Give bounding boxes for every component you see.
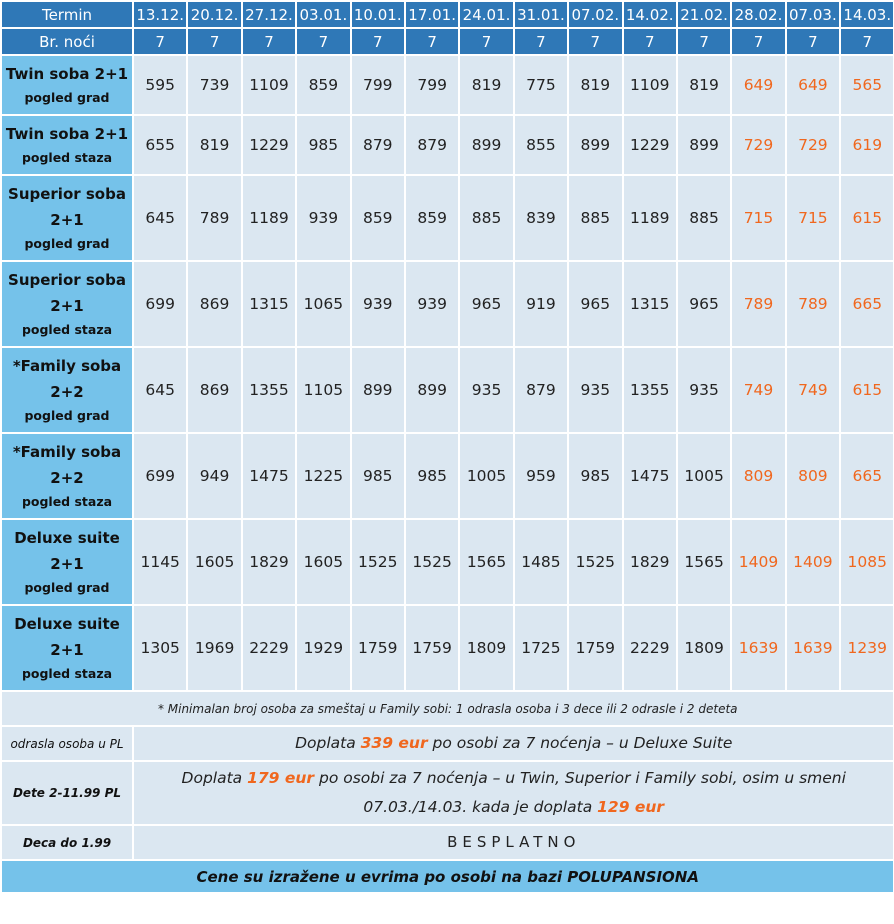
price-cell: 1315 [242,261,296,347]
price-cell: 1829 [242,519,296,605]
room-row [1,55,894,115]
price-cell: 715 [731,175,785,261]
room-label [1,261,133,347]
room-view: pogled staza [21,494,113,509]
supplement-label: odrasla osoba u PL [1,726,133,761]
price-cell: 649 [731,55,785,115]
room-name: Deluxe suite [14,615,120,633]
price-cell: 799 [405,55,459,115]
price-cell: 1355 [623,347,677,433]
price-cell: 1605 [296,519,350,605]
price-cell: 739 [187,55,241,115]
price-cell: 879 [405,115,459,175]
room-view: pogled grad [24,90,110,105]
date-header: 03.01. [296,1,350,28]
room-label [1,347,133,433]
price-cell: 1525 [351,519,405,605]
price-cell: 959 [514,433,568,519]
date-header: 27.12. [242,1,296,28]
room-label [1,519,133,605]
price-cell: 819 [187,115,241,175]
nights-label: Br. noći [1,28,133,55]
price-cell: 1225 [296,433,350,519]
date-header: 28.02. [731,1,785,28]
room-view: pogled staza [21,322,113,337]
price-cell: 1759 [568,605,622,691]
price-cell: 899 [351,347,405,433]
price-cell: 1809 [677,605,731,691]
price-cell: 859 [405,175,459,261]
price-cell: 899 [459,115,513,175]
price-cell: 965 [459,261,513,347]
price-cell: 665 [840,433,894,519]
price-cell: 729 [731,115,785,175]
header-nights-row [1,28,894,55]
supplement-row-child [1,761,894,825]
room-label [1,605,133,691]
room-row [1,261,894,347]
price-cell: 645 [133,347,187,433]
date-header: 31.01. [514,1,568,28]
price-cell: 839 [514,175,568,261]
price-cell: 809 [786,433,840,519]
price-cell: 2229 [242,605,296,691]
price-cell: 1605 [187,519,241,605]
price-cell: 819 [677,55,731,115]
price-cell: 1189 [242,175,296,261]
highlight-price: 339 eur [360,734,428,752]
price-cell: 1759 [351,605,405,691]
price-cell: 1105 [296,347,350,433]
price-cell: 1085 [840,519,894,605]
price-cell: 1475 [242,433,296,519]
date-header: 07.02. [568,1,622,28]
price-cell: 649 [786,55,840,115]
price-cell: 699 [133,261,187,347]
room-name: 2+1 [50,555,84,573]
supplement-text: Doplata [181,769,248,787]
room-row [1,115,894,175]
nights-header: 7 [242,28,296,55]
price-cell: 615 [840,175,894,261]
header-dates-row [1,1,894,28]
supplement-row-adult [1,726,894,761]
price-cell: 1305 [133,605,187,691]
date-header: 14.03. [840,1,894,28]
price-cell: 1829 [623,519,677,605]
room-name: 2+1 [50,211,84,229]
price-cell: 1239 [840,605,894,691]
room-label [1,55,133,115]
room-name: *Family soba [12,357,122,375]
nights-header: 7 [568,28,622,55]
footer-note: Cene su izražene u evrima po osobi na bazi POLUPANSIONA [1,860,894,893]
room-name: Twin soba 2+1 [5,65,129,83]
date-header: 10.01. [351,1,405,28]
price-cell: 2229 [623,605,677,691]
price-cell: 919 [514,261,568,347]
supplement-label: Deca do 1.99 [1,825,133,860]
highlight-price: 179 eur [247,769,315,787]
price-cell: 789 [187,175,241,261]
price-cell: 1639 [731,605,785,691]
price-cell: 1485 [514,519,568,605]
price-cell: 939 [351,261,405,347]
price-cell: 1809 [459,605,513,691]
supplement-value [133,726,894,761]
price-cell: 1189 [623,175,677,261]
price-cell: 819 [459,55,513,115]
room-view: pogled grad [24,236,110,251]
footer-row [1,860,894,893]
price-cell: 715 [786,175,840,261]
price-cell: 1005 [459,433,513,519]
supplement-label: Dete 2-11.99 PL [1,761,133,825]
price-cell: 665 [840,261,894,347]
price-cell: 1639 [786,605,840,691]
date-header: 20.12. [187,1,241,28]
price-cell: 935 [459,347,513,433]
price-cell: 939 [405,261,459,347]
price-cell: 1355 [242,347,296,433]
nights-header: 7 [133,28,187,55]
price-cell: 965 [568,261,622,347]
price-cell: 1475 [623,433,677,519]
date-header: 24.01. [459,1,513,28]
price-cell: 1525 [568,519,622,605]
room-row [1,175,894,261]
supplement-row-infant [1,825,894,860]
price-cell: 885 [459,175,513,261]
price-cell: 939 [296,175,350,261]
price-cell: 869 [187,347,241,433]
price-cell: 1109 [242,55,296,115]
supplement-text: po osobi za 7 noćenja – u Deluxe Suite [427,734,733,752]
price-cell: 985 [296,115,350,175]
supplement-value [133,825,894,860]
price-cell: 819 [568,55,622,115]
nights-header: 7 [351,28,405,55]
nights-header: 7 [459,28,513,55]
room-view: pogled grad [24,580,110,595]
price-cell: 935 [677,347,731,433]
date-header: 17.01. [405,1,459,28]
price-cell: 645 [133,175,187,261]
room-rows [1,55,894,691]
room-row [1,605,894,691]
price-cell: 859 [296,55,350,115]
price-cell: 1109 [623,55,677,115]
nights-header: 7 [731,28,785,55]
price-cell: 949 [187,433,241,519]
price-cell: 885 [677,175,731,261]
supplement-text: Doplata [295,734,361,752]
info-rows [1,691,894,893]
nights-header: 7 [786,28,840,55]
price-cell: 1759 [405,605,459,691]
price-cell: 899 [568,115,622,175]
price-cell: 965 [677,261,731,347]
room-name: *Family soba [12,443,122,461]
price-cell: 1409 [786,519,840,605]
room-name: 2+1 [50,641,84,659]
room-label [1,433,133,519]
highlight-price: 129 eur [597,798,665,816]
price-cell: 699 [133,433,187,519]
price-cell: 879 [351,115,405,175]
note-row [1,691,894,726]
date-header: 21.02. [677,1,731,28]
room-name: Superior soba [8,271,126,289]
price-cell: 879 [514,347,568,433]
price-cell: 789 [786,261,840,347]
nights-header: 7 [296,28,350,55]
termin-label: Termin [1,1,133,28]
nights-header: 7 [677,28,731,55]
price-cell: 565 [840,55,894,115]
room-name: 2+2 [50,469,84,487]
room-name: Deluxe suite [14,529,120,547]
room-view: pogled staza [21,150,113,165]
price-cell: 729 [786,115,840,175]
price-cell: 749 [786,347,840,433]
price-cell: 985 [568,433,622,519]
price-cell: 1005 [677,433,731,519]
room-view: pogled staza [21,666,113,681]
price-cell: 935 [568,347,622,433]
room-row [1,433,894,519]
supplement-text: po osobi za 7 noćenja – u Twin, Superior i Family sobi, osim u smeni 07.03./14.03. kada je doplata [314,769,846,816]
room-row [1,347,894,433]
price-cell: 799 [351,55,405,115]
price-cell: 985 [405,433,459,519]
room-row [1,519,894,605]
price-cell: 1315 [623,261,677,347]
price-cell: 1065 [296,261,350,347]
price-cell: 809 [731,433,785,519]
price-cell: 1229 [242,115,296,175]
price-cell: 619 [840,115,894,175]
price-cell: 1145 [133,519,187,605]
price-cell: 1409 [731,519,785,605]
price-cell: 655 [133,115,187,175]
price-cell: 1969 [187,605,241,691]
nights-header: 7 [623,28,677,55]
price-cell: 985 [351,433,405,519]
nights-header: 7 [187,28,241,55]
price-cell: 899 [405,347,459,433]
room-name: 2+2 [50,383,84,401]
room-name: 2+1 [50,297,84,315]
price-cell: 1565 [459,519,513,605]
price-cell: 1725 [514,605,568,691]
room-label [1,115,133,175]
price-cell: 1525 [405,519,459,605]
nights-header: 7 [405,28,459,55]
supplement-value [133,761,894,825]
room-name: Superior soba [8,185,126,203]
date-header: 07.03. [786,1,840,28]
date-header: 13.12. [133,1,187,28]
price-cell: 1929 [296,605,350,691]
price-cell: 869 [187,261,241,347]
price-cell: 859 [351,175,405,261]
price-cell: 899 [677,115,731,175]
supplement-text: BESPLATNO [447,833,581,851]
nights-header: 7 [840,28,894,55]
price-cell: 789 [731,261,785,347]
family-note: * Minimalan broj osoba za smeštaj u Family sobi: 1 odrasla osoba i 3 dece ili 2 odrasle i 2 deteta [1,691,894,726]
price-cell: 855 [514,115,568,175]
price-cell: 775 [514,55,568,115]
price-cell: 885 [568,175,622,261]
price-cell: 1565 [677,519,731,605]
price-cell: 749 [731,347,785,433]
nights-header: 7 [514,28,568,55]
price-cell: 1229 [623,115,677,175]
room-label [1,175,133,261]
room-view: pogled grad [24,408,110,423]
date-header: 14.02. [623,1,677,28]
price-cell: 595 [133,55,187,115]
room-name: Twin soba 2+1 [5,125,129,143]
price-cell: 615 [840,347,894,433]
